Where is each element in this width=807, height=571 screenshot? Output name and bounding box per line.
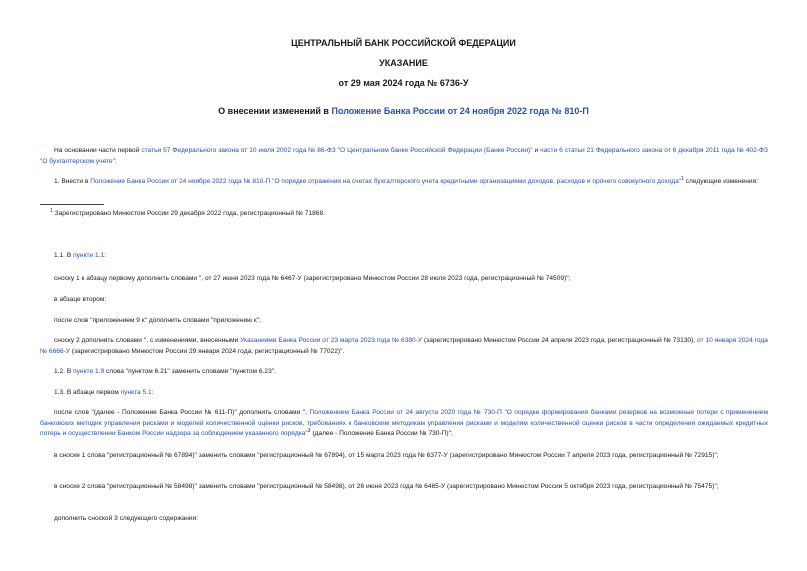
text: 1.2. В [54,368,74,375]
instructions-6380u-link[interactable]: Указаниями Банка России от 23 марта 2023 года № 6380-У [240,337,423,344]
item-1-1-appendix-paragraph: после слов "приложением 9 к" дополнить словами "приложению к"; [54,317,261,324]
text: 1.3. В абзаце первом [54,389,121,396]
doc-date-number: от 29 мая 2024 года № 6736-У [338,78,469,88]
text: : [115,157,117,165]
item-1-1-footnote-2-paragraph [40,336,768,357]
item-1-3-add-footnote-paragraph: дополнить сноской 3 следующего содержания: [54,515,199,522]
text: (далее - Положение Банка России № 730-П)"; [310,430,453,437]
org-name: ЦЕНТРАЛЬНЫЙ БАНК РОССИЙСКОЙ ФЕДЕРАЦИИ [291,38,516,48]
text: следующие изменения: [683,178,759,185]
doc-title-prefix: О внесении изменений в [218,106,332,116]
doc-type: УКАЗАНИЕ [379,58,428,68]
text: : [151,389,154,396]
footnote-divider [40,204,104,205]
text: и [532,147,541,154]
basis-paragraph [40,146,768,167]
regulation-810p-link[interactable]: Положение Банка России от 24 ноября 2022 года № 810-П "О порядке отражения на счетах бухгалтерского учета кредитными организациями доходов, расходов и прочего совокупного дохода" [90,178,682,185]
text: : [104,252,106,259]
text: 1.1. В [54,252,74,259]
clause-1-1-link[interactable]: пункте 1.1 [73,252,105,259]
footnote-1 [50,209,768,220]
clause-5-1-link[interactable]: пункта 5.1 [120,389,152,396]
footnote-text: Зарегистрировано Минюстом России 29 декабря 2022 года, регистрационный № 71868. [52,210,325,217]
text: (зарегистрировано Минюстом России 24 апреля 2023 года, регистрационный № 73130), [422,337,698,344]
doc-title-link[interactable]: Положение Банка России от 24 ноября 2022 года № 810-П [331,106,589,116]
text: сноску 2 дополнить словами ", с изменениями, внесенными [54,337,241,344]
instruction-6666u-link[interactable]: от 10 января 2024 года № 6666-У [40,337,768,355]
footnote-number: 1 [50,207,53,214]
clause-1-9-link[interactable]: пункте 1.9 [73,368,105,375]
item-1-1-paragraph-2-heading: в абзаце втором: [54,296,107,303]
text: слова "пунктом 6.21" заменить словами "пунктом 6.23". [104,368,276,375]
item-1-3-footnote-1-paragraph: в сноске 1 слова "регистрационный № 67894)" заменить словами "регистрационный № 67894), от 15 марта 2023 года № 6377-У (зарегистрировано Минюстом России 7 апреля 2023 года, регистрационный № 72915)"; [54,452,719,459]
regulation-730p-link[interactable]: Положением Банка России от 24 августа 2020 года № 730-П "О порядке формирования банками резервов на возможные потери с применением банковских методик управления рисками и моделей количественной оценки рисков, требованиях к банковским методикам управления рисками и моделям количественной оценки рисков в части определения ожидаемых кредитных потерь и осуществлении Банком России надзора за соблюдением указанного порядка" [40,409,768,437]
footnote-ref[interactable]: 1 [681,175,684,182]
law-402fz-link[interactable]: части 6 статьи 21 Федерального закона от 6 декабря 2011 года № 402-ФЗ "О бухгалтерском учете" [40,147,769,165]
text: На основании части первой [54,147,142,154]
text: (зарегистрировано Минюстом России 29 января 2024 года, регистрационный № 77022)". [69,347,345,355]
law-86fz-link[interactable]: статьи 57 Федерального закона от 10 июля 2002 года № 86-ФЗ "О Центральном банке Российской Федерации (Банке России)" [141,147,533,154]
doc-title [0,106,807,116]
item-1-3-footnote-2-paragraph: в сноске 2 слова "регистрационный № 58498)" заменить словами "регистрационный № 58498), от 26 июня 2023 года № 6465-У (зарегистрировано Минюстом России 5 октября 2023 года, регистрационный № 75475)"; [54,483,719,490]
item-1-3-insert-paragraph [40,408,768,440]
text: после слов "(далее - Положение Банка России № 611-П)" дополнить словами ", [54,409,310,416]
item-1-2-paragraph [40,367,768,378]
footnote-ref[interactable]: 3 [307,427,311,434]
item-1-1-footnote-1-paragraph: сноску 1 к абзацу первому дополнить словами ", от 27 июня 2023 года № 6467-У (зарегистрировано Минюстом России 28 июля 2023 года, регистрационный № 74509)"; [54,275,571,282]
item-1-3-paragraph [40,388,768,399]
item-1-1-paragraph [40,251,768,262]
item-1-paragraph [40,177,768,188]
text: 1. Внести в [54,178,91,185]
